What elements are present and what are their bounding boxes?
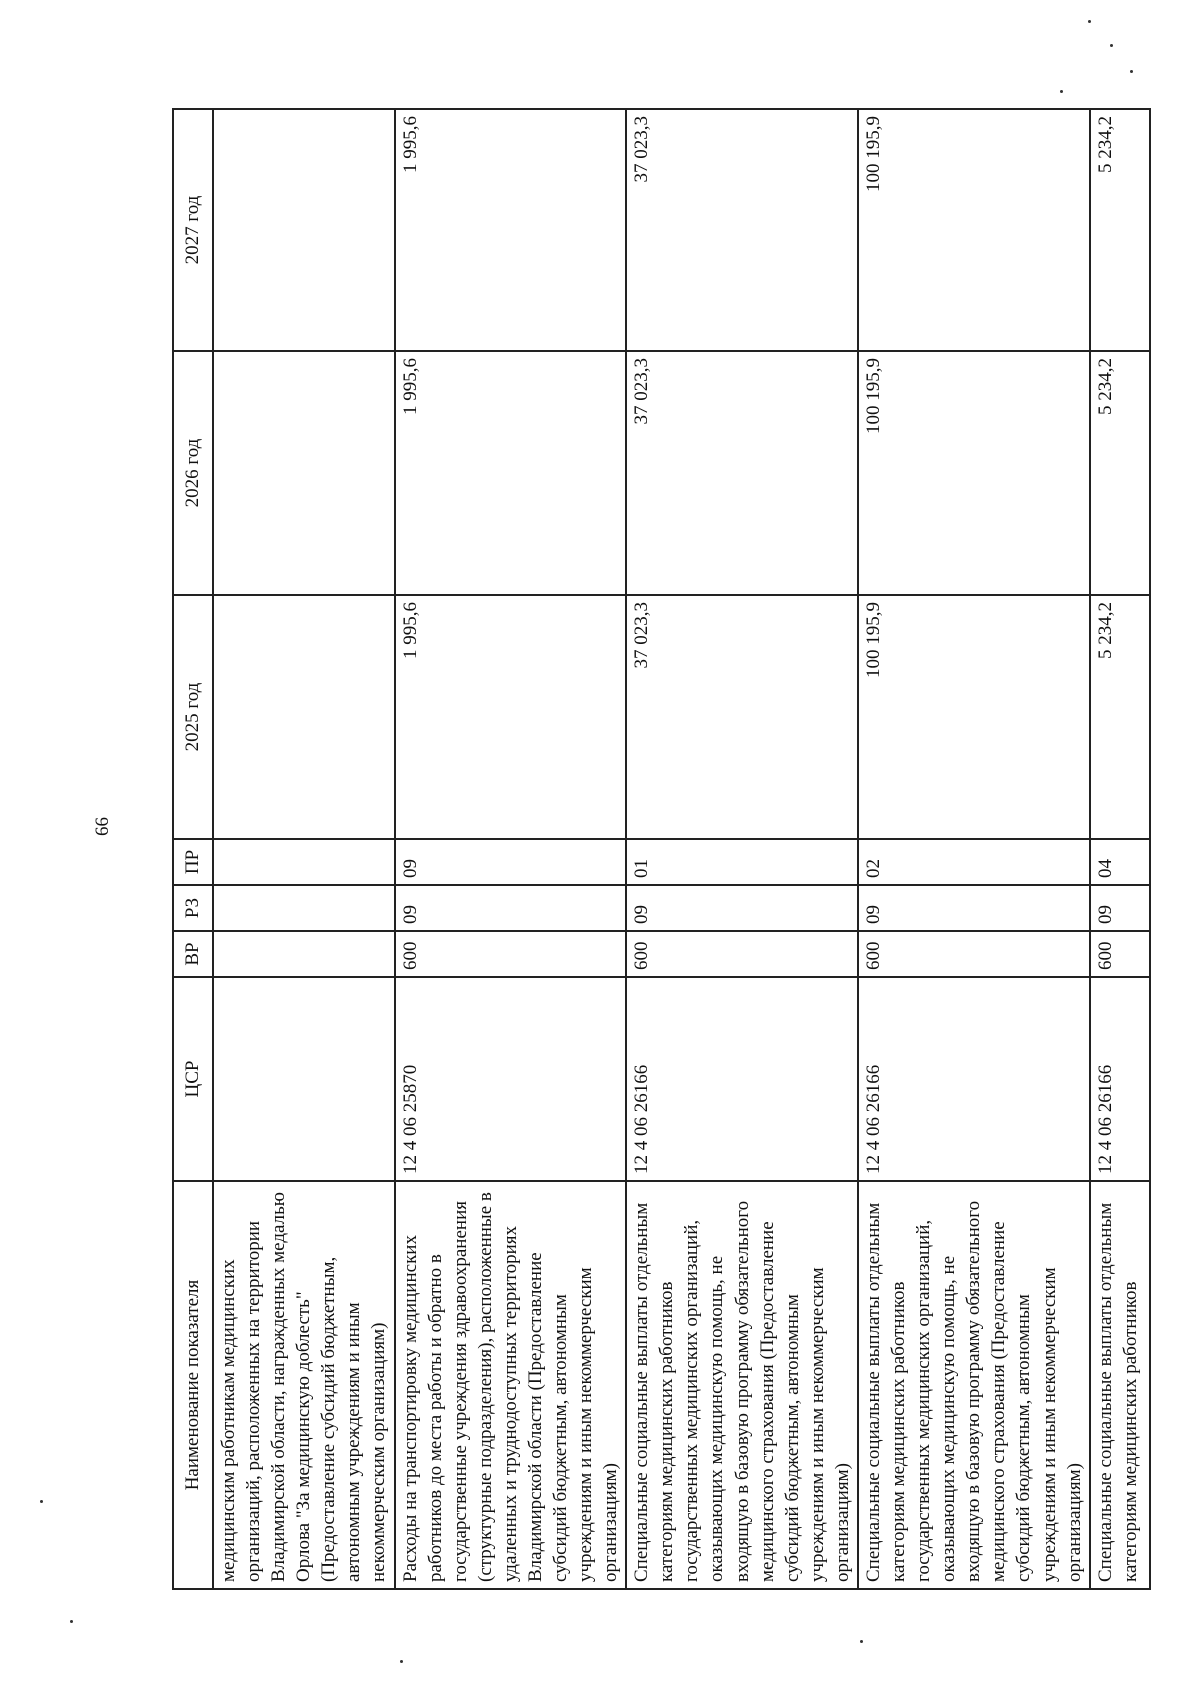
row-name: Специальные социальные выплаты отдельным категориям медицинских работников государственных медицинских организаций, оказывающих медицинскую помощь, не входящую в базовую программу обязательного медицинского страхования (Предоставление субсидий бюджетным, автономным учреждениям и иным некоммерческим организациям) <box>626 1181 858 1589</box>
row-2025: 37 023,3 <box>626 595 858 839</box>
scan-speck <box>860 1640 863 1643</box>
header-2026: 2026 год <box>173 351 213 595</box>
row-2026: 1 995,6 <box>395 351 627 595</box>
row-name: медицинским работникам медицинских организаций, расположенных на территории Владимирской области, награжденных медалью Орлова "За медицинскую доблесть" (Предоставление субсидий бюджетным, автономным учреждениям и иным некоммерческим организациям) <box>213 1181 395 1589</box>
scan-speck <box>1130 70 1133 73</box>
row-rz: 09 <box>1090 885 1150 931</box>
row-pr: 01 <box>626 839 858 885</box>
row-csr: 12 4 06 26166 <box>626 977 858 1181</box>
page-number: 66 <box>92 817 113 836</box>
table-row <box>1090 109 1150 1589</box>
row-vr <box>213 931 395 977</box>
scan-speck <box>400 1660 403 1663</box>
row-vr: 600 <box>858 931 1090 977</box>
row-csr <box>213 977 395 1181</box>
row-2025 <box>213 595 395 839</box>
row-rz: 09 <box>626 885 858 931</box>
row-rz: 09 <box>858 885 1090 931</box>
row-rz <box>213 885 395 931</box>
row-2026 <box>213 351 395 595</box>
row-pr: 09 <box>395 839 627 885</box>
row-name: Специальные социальные выплаты отдельным категориям медицинских работников государственных медицинских организаций, оказывающих медицинскую помощь, не входящую в базовую программу обязательного медицинского страхования (Предоставление субсидий бюджетным, автономным учреждениям и иным некоммерческим организациям) <box>858 1181 1090 1589</box>
scan-speck <box>70 1620 73 1623</box>
scan-speck <box>1088 20 1091 23</box>
row-pr <box>213 839 395 885</box>
scan-speck <box>40 1500 43 1503</box>
table-row <box>858 109 1090 1589</box>
row-pr: 02 <box>858 839 1090 885</box>
row-csr: 12 4 06 26166 <box>858 977 1090 1181</box>
row-2025: 100 195,9 <box>858 595 1090 839</box>
row-2025: 5 234,2 <box>1090 595 1150 839</box>
row-pr: 04 <box>1090 839 1150 885</box>
header-2027: 2027 год <box>173 109 213 351</box>
row-2027: 37 023,3 <box>626 109 858 351</box>
row-2027: 100 195,9 <box>858 109 1090 351</box>
scan-speck <box>1110 44 1113 47</box>
header-csr: ЦСР <box>173 977 213 1181</box>
row-name: Специальные социальные выплаты отдельным категориям медицинских работников <box>1090 1181 1150 1589</box>
row-2025: 1 995,6 <box>395 595 627 839</box>
scan-speck <box>1060 90 1063 93</box>
row-name: Расходы на транспортировку медицинских работников до места работы и обратно в государственные учреждения здравоохранения (структурные подразделения), расположенные в удаленных и труднодоступных территориях Владимирской области (Предоставление субсидий бюджетным, автономным учреждениям и иным некоммерческим организациям) <box>395 1181 627 1589</box>
row-csr: 12 4 06 26166 <box>1090 977 1150 1181</box>
header-2025: 2025 год <box>173 595 213 839</box>
table-header-row <box>173 109 213 1589</box>
row-2027: 1 995,6 <box>395 109 627 351</box>
row-2026: 5 234,2 <box>1090 351 1150 595</box>
table-row <box>395 109 627 1589</box>
row-vr: 600 <box>1090 931 1150 977</box>
row-2026: 100 195,9 <box>858 351 1090 595</box>
budget-table <box>172 108 1151 1590</box>
header-vr: ВР <box>173 931 213 977</box>
row-2026: 37 023,3 <box>626 351 858 595</box>
header-pr: ПР <box>173 839 213 885</box>
row-vr: 600 <box>395 931 627 977</box>
table-row <box>213 109 395 1589</box>
row-rz: 09 <box>395 885 627 931</box>
header-name: Наименование показателя <box>173 1181 213 1589</box>
header-rz: РЗ <box>173 885 213 931</box>
row-vr: 600 <box>626 931 858 977</box>
row-csr: 12 4 06 25870 <box>395 977 627 1181</box>
row-2027 <box>213 109 395 351</box>
rotated-table-container <box>172 110 1141 1590</box>
table-row <box>626 109 858 1589</box>
row-2027: 5 234,2 <box>1090 109 1150 351</box>
